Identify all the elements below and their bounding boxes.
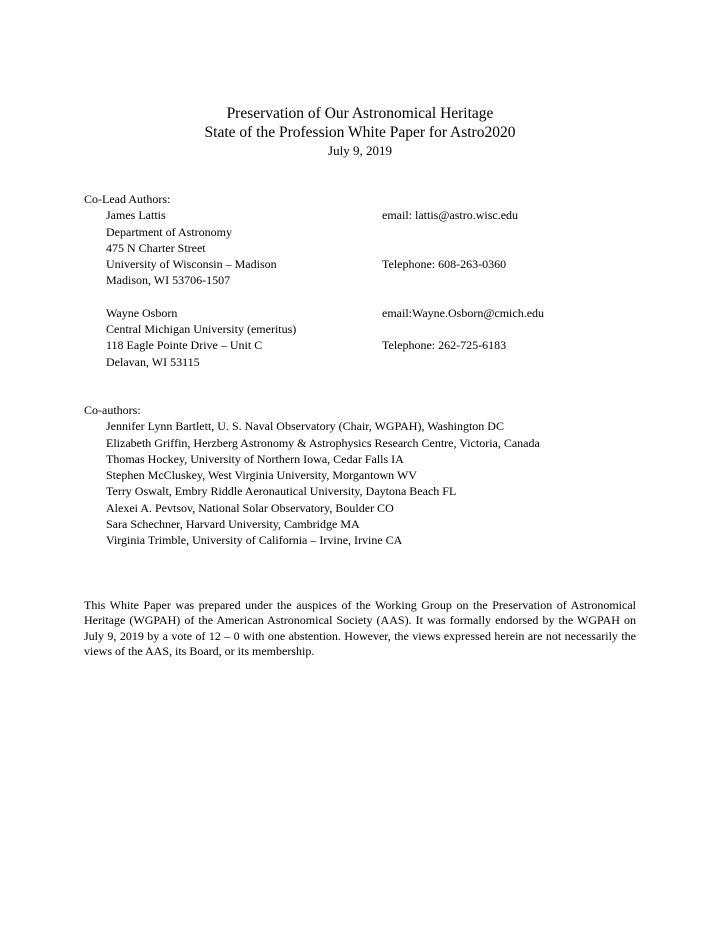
author-city: Delavan, WI 53115 [106,354,200,369]
co-author-item: Thomas Hockey, University of Northern Iowa, Cedar Falls IA [106,451,404,466]
author-name: Wayne Osborn [106,305,178,320]
title-block [0,104,720,159]
author-street: 118 Eagle Pointe Drive – Unit C [106,338,263,353]
co-author-item: Terry Oswalt, Embry Riddle Aeronautical University, Daytona Beach FL [106,484,457,499]
document-date: July 9, 2019 [328,143,392,158]
co-author-item: Sara Schechner, Harvard University, Cambridge MA [106,517,360,532]
co-lead-authors-section [84,191,640,370]
author-street: 475 N Charter Street [106,240,206,255]
author-row [106,321,640,337]
endorsement-statement: This White Paper was prepared under the auspices of the Working Group on the Preservation of Astronomical Heritage (WGPAH) of the American Astronomical Society (AAS). It was formally endorsed by the WGPAH on July 9, 2019 by a vote of 12 – 0 with one abstention. However, the views expressed herein are not necessarily the views of the AAS, its Board, or its membership. [84,598,636,658]
author-institution: Central Michigan University (emeritus) [106,322,297,337]
co-author-item: Stephen McCluskey, West Virginia University, Morgantown WV [106,468,417,483]
co-author-item: Elizabeth Griffin, Herzberg Astronomy & Astrophysics Research Centre, Victoria, Canada [106,435,540,450]
co-lead-authors-label: Co-Lead Authors: [84,192,171,206]
co-authors-list [106,418,640,548]
author-telephone: Telephone: 608-263-0360 [382,257,507,272]
author-row [106,305,640,321]
author-row [106,256,640,272]
author-city: Madison, WI 53706-1507 [106,273,231,288]
author-row [106,240,640,256]
author-department: Department of Astronomy [106,224,232,239]
author-row [106,207,640,223]
author-institution: University of Wisconsin – Madison [106,257,277,272]
author-email: email: lattis@astro.wisc.edu [382,208,519,223]
document-title: Preservation of Our Astronomical Heritage [226,105,494,122]
author-row [106,224,640,240]
co-authors-section [84,402,640,549]
author-block-osborn [106,305,640,370]
author-row [106,272,640,288]
author-row [106,337,640,353]
author-block-lattis [106,207,640,288]
co-author-item: Jennifer Lynn Bartlett, U. S. Naval Observatory (Chair, WGPAH), Washington DC [106,419,504,434]
author-name: James Lattis [106,208,166,223]
document-subtitle: State of the Profession White Paper for Astro2020 [204,124,516,141]
author-row [106,354,640,370]
author-telephone: Telephone: 262-725-6183 [382,338,507,353]
co-author-item: Virginia Trimble, University of California – Irvine, Irvine CA [106,533,403,548]
co-author-item: Alexei A. Pevtsov, National Solar Observatory, Boulder CO [106,500,394,515]
author-email: email:Wayne.Osborn@cmich.edu [382,305,545,320]
co-authors-label: Co-authors: [84,403,141,417]
